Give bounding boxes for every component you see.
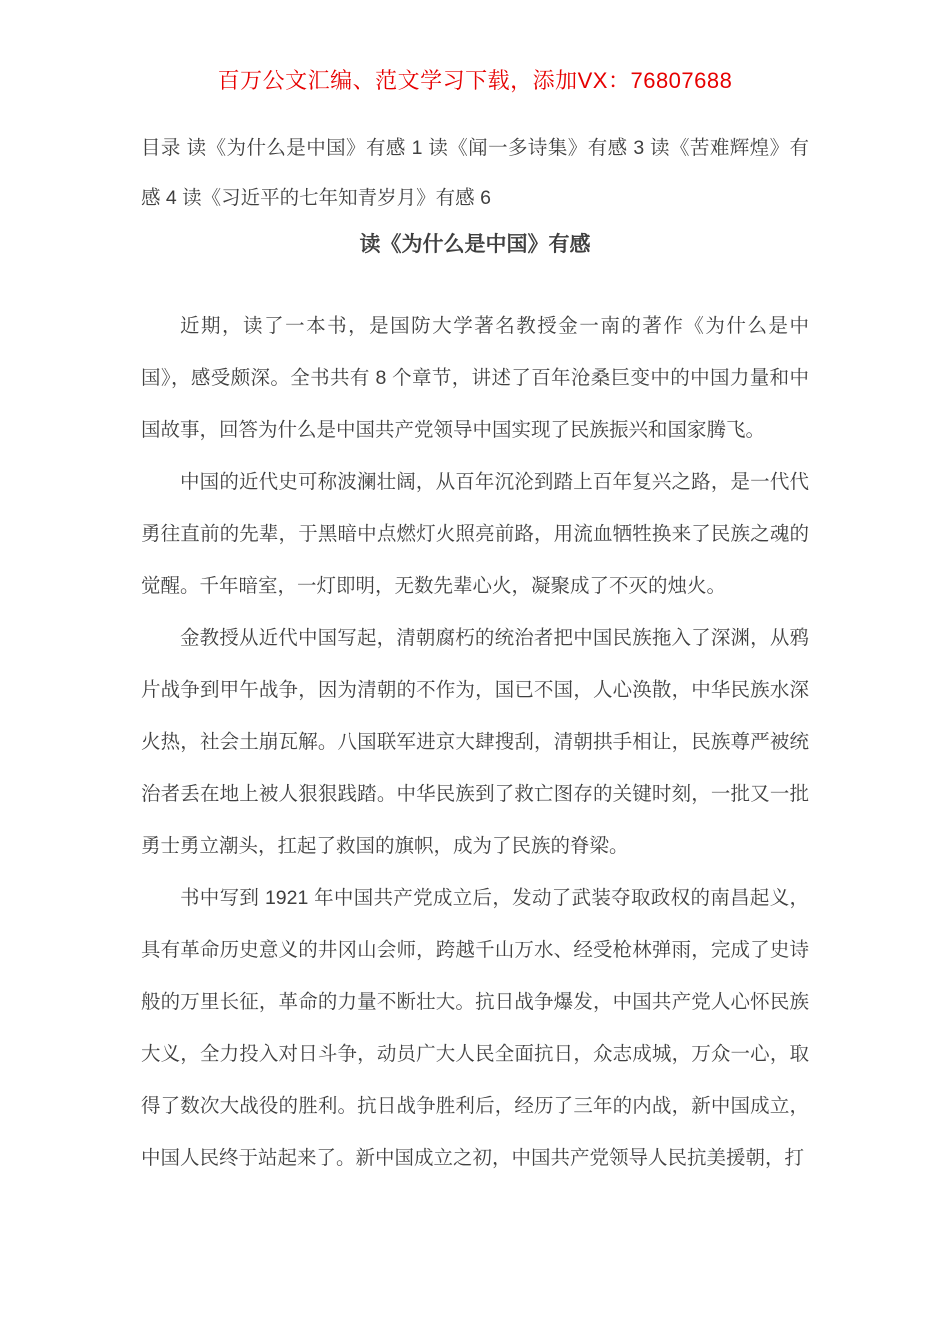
paragraph-4: 书中写到 1921 年中国共产党成立后，发动了武装夺取政权的南昌起义，具有革命历史意义的井冈山会师，跨越千山万水、经受枪林弹雨，完成了史诗般的万里长征，革命的力量不断壮大。抗日战争爆发，中国共产党人心怀民族大义，全力投入对日斗争，动员广大人民全面抗日，众志成城，万众一心，取得了数次大战役的胜利。抗日战争胜利后，经历了三年的内战，新中国成立，中国人民终于站起来了。新中国成立之初，中国共产党领导人民抗美援朝，打 <box>141 887 809 1169</box>
promo-header-text: 百万公文汇编、范文学习下载，添加VX：76807688 <box>217 68 733 93</box>
paragraph-3: 金教授从近代中国写起，清朝腐朽的统治者把中国民族拖入了深渊，从鸦片战争到甲午战争，因为清朝的不作为，国已不国，人心涣散，中华民族水深火热，社会土崩瓦解。八国联军进京大肆搜刮，清朝拱手相让，民族尊严被统治者丢在地上被人狠狠践踏。中华民族到了救亡图存的关键时刻，一批又一批勇士勇立潮头，扛起了救国的旗帜，成为了民族的脊梁。 <box>141 627 809 857</box>
table-of-contents: 目录 读《为什么是中国》有感 1 读《闻一多诗集》有感 3 读《苦难辉煌》有感 4 读《习近平的七年知青岁月》有感 6 <box>141 137 809 209</box>
article-title: 读《为什么是中国》有感 <box>359 233 591 256</box>
article-body <box>141 300 809 1184</box>
paragraph-2: 中国的近代史可称波澜壮阔，从百年沉沦到踏上百年复兴之路，是一代代勇往直前的先辈，于黑暗中点燃灯火照亮前路，用流血牺牲换来了民族之魂的觉醒。千年暗室，一灯即明，无数先辈心火，凝聚成了不灭的烛火。 <box>141 471 809 597</box>
document-content <box>141 123 809 1184</box>
paragraph-1: 近期，读了一本书，是国防大学著名教授金一南的著作《为什么是中国》，感受颇深。全书共有 8 个章节，讲述了百年沧桑巨变中的中国力量和中国故事，回答为什么是中国共产党领导中国实现了民族振兴和国家腾飞。 <box>141 315 809 441</box>
